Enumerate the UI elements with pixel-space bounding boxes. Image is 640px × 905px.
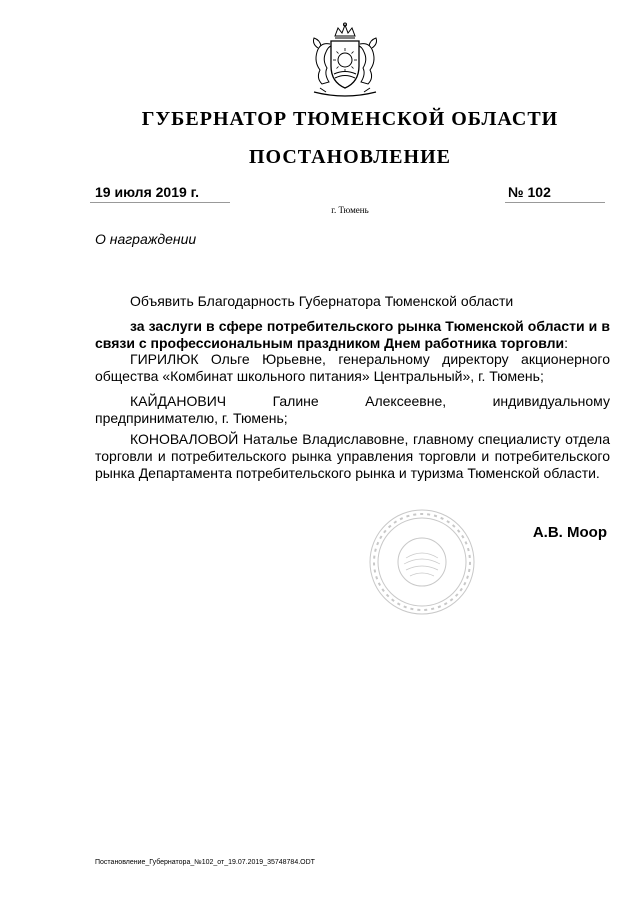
kaidanovich-word: индивидуальному: [492, 393, 610, 409]
document-date: 19 июля 2019 г.: [95, 184, 199, 200]
governor-title: ГУБЕРНАТОР ТЮМЕНСКОЙ ОБЛАСТИ: [141, 108, 559, 130]
official-seal-icon: [368, 508, 476, 616]
paragraph-reason: [95, 318, 610, 352]
kaidanovich-word: Галине: [272, 393, 319, 409]
city-label: г. Тюмень: [331, 205, 369, 215]
kaidanovich-first-line: [95, 393, 610, 410]
document-number: № 102: [508, 184, 551, 200]
reason-bold-text: за заслуги в сфере потребительского рынка Тюменской области и в связи с профессиональным праздником Днем работника торговли: [95, 318, 610, 351]
document-type: ПОСТАНОВЛЕНИЕ: [249, 146, 451, 168]
paragraph-awardee-konovalova: КОНОВАЛОВОЙ Наталье Владиславовне, главному специалисту отдела торговли и потребительского рынка управления торговли и потребительского рынка Департамента потребительского рынка и туризма Тюменской области.: [95, 431, 610, 481]
kaidanovich-second-line: предпринимателю, г. Тюмень;: [95, 410, 288, 426]
paragraph-awardee-kaidanovich: [95, 393, 610, 427]
document-subject: О награждении: [95, 231, 197, 247]
kaidanovich-word: КАЙДАНОВИЧ: [130, 393, 227, 409]
tyumen-coat-of-arms-icon: [302, 22, 388, 104]
paragraph-announcement: Объявить Благодарность Губернатора Тюменской области: [130, 293, 514, 309]
signature-name: А.В. Моор: [532, 524, 607, 541]
reason-colon: :: [564, 335, 569, 351]
kaidanovich-word: Алексеевне,: [365, 393, 447, 409]
paragraph-awardee-girilyuk: ГИРИЛЮК Ольге Юрьевне, генеральному директору акционерного общества «Комбинат школьного питания» Центральный», г. Тюмень;: [95, 351, 610, 384]
file-footer: Постановление_Губернатора_№102_от_19.07.2019_35748784.ODT: [95, 859, 315, 866]
number-underline: [505, 202, 605, 203]
date-underline: [90, 202, 230, 203]
